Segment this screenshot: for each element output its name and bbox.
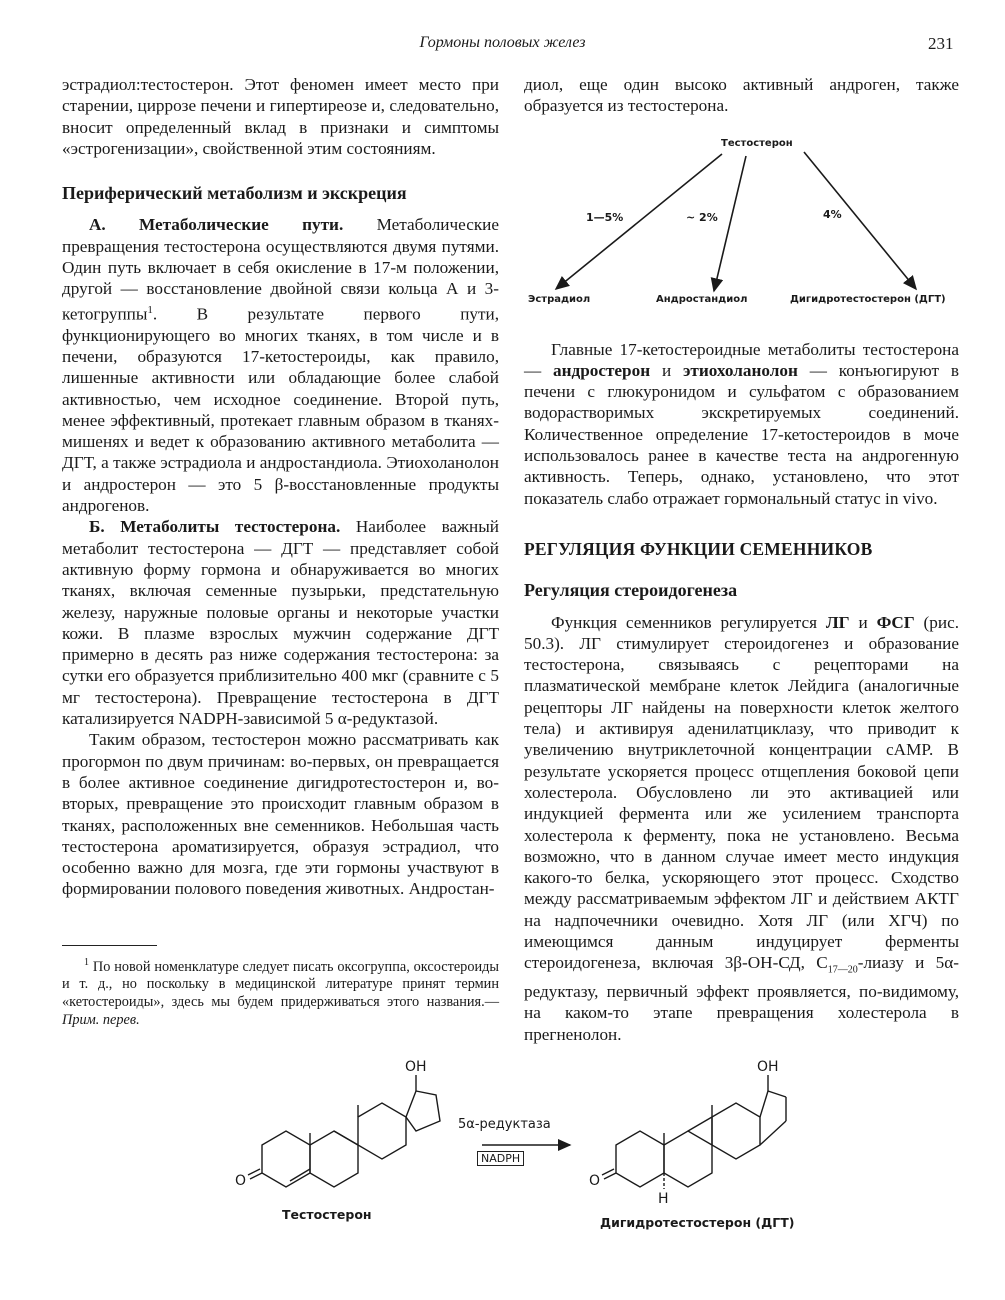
section-heading: Периферический метаболизм и экскреция [62, 183, 407, 204]
text: Метаболические превращения тестостерона осуществляются двумя путями. Один путь включает в себя окисление в 17-м положении, другой — восстановление двойной связи кольца А и 3-кетогруппы [62, 215, 500, 324]
testosterone-structure [248, 1075, 440, 1187]
text: — конъюгируют в печени с глюкуронидом и сульфатом с образованием водорастворимых экскретируемых соединений. Количественное определение 17-кетостероидов в моче использовалось ранее в качестве теста на андрогенную активность. Теперь, однако, установлено, что этот показатель слабо отражает гормональный статус in vivo. [524, 360, 959, 508]
percent-estradiol: 1—5% [586, 211, 624, 224]
oh-label-testosterone: OH [405, 1059, 427, 1075]
paragraph: диол, еще один высоко активный андроген, также образуется из тестостерона. [524, 75, 959, 116]
target-dht: Дигидротестостерон (ДГТ) [790, 294, 946, 305]
text: (рис. 50.3). ЛГ стимулирует стероидогенез и образование тестостерона, связываясь с рецепторами на плазматической мембране клеток Лейдига (аналогичные рецепторы ЛГ найдены на поверхности клеток желтого тела) и активируя аденилатциклазу, что приводит к увеличению внутриклеточной концентрации cAMP. В результате ускоряется процесс отщепления боковой цепи холестерола. Обусловлено ли это активацией или индукцией фермента или же усилением транспорта холестерола к ферменту, пока не установлено. Весьма возможно, что в данном случае имеет место индукция какого-то белка, ускоряющего этот процесс. Сходство между рассматриваемым эффектом ЛГ и действием АКТГ на надпочечники очевидно. Хотя ЛГ (или ХГЧ) по имеющимся данным индуцирует ферменты стероидогенеза, включая 3β-ОН-СД, С [524, 612, 959, 973]
paragraph: эстрадиол:тестостерон. Этот феномен имеет место при старении, циррозе печени и гипертиреозе и, следовательно, вносит определенный вклад в признаки и симптомы «эстрогенизации», свойственной этим состояниям. [62, 75, 499, 158]
paragraph-a [62, 214, 499, 516]
subsection-heading: Регуляция стероидогенеза [524, 580, 738, 601]
run-in-heading: А. Метаболические пути. [89, 215, 344, 235]
subscript: 17—20 [827, 964, 858, 976]
text: и [650, 360, 683, 380]
percent-androstanediol: ~ 2% [686, 211, 718, 224]
reaction-scheme [230, 1055, 795, 1230]
metabolism-diagram [524, 134, 961, 324]
enzyme-label: 5α-редуктаза [458, 1117, 551, 1132]
bold-term: ФСГ [876, 612, 915, 632]
footnote-text: По новой номенклатуре следует писать оксогруппа, оксостероиды и т. д., но поскольку в медицинской литературе принят термин «кетостероиды», здесь мы будем придерживаться этого названия.— [62, 958, 499, 1010]
o-label-dht: O [589, 1173, 601, 1189]
text: Наиболее важный метаболит тестостерона — ДГТ — представляет собой активную форму гормона и обнаруживается во многих тканях, включая семенные пузырьки, предстательную железу, наружные половые органы и некоторые участки кожи. В плазме взрослых мужчин содержание ДГТ примерно в десять раз ниже содержания тестостерона: за сутки его образуется приблизительно 400 мкг (сравните с 5 мг тестостерона). Превращение тестостерона в ДГТ катализируется NADPH-зависимой 5 α-редуктазой. [62, 517, 499, 729]
footnote-rule [62, 945, 157, 946]
steroid-structures [230, 1055, 790, 1230]
text: -лиазу и 5α-редуктазу, первичный эффект проявляется, по-видимому, на каком-то этапе превращения холестерола в прегненолон. [524, 953, 959, 1044]
target-androstanediol: Андростандиол [656, 294, 748, 305]
diagram-source-label: Тестостерон [721, 138, 793, 149]
arrow-to-dht [804, 152, 916, 289]
text: Главные 17-кетостероидные метаболиты тестостерона — [524, 339, 959, 380]
h-label-dht: H [658, 1191, 669, 1207]
text: . В результате первого пути, функционирующего во многих тканях, в том числе и в печени, образуются 17-кетостероиды, как правило, лишенные активности или обладающие более слабой активностью, чем исходное соединение. Второй путь, менее эффективный, протекает главным образом в тканях-мишенях и ведет к образованию активного метаболита — ДГТ, а также эстрадиола и андростандиола. Этиохоланолон и андростерон — это 5 β-восстановленные продукты андрогенов. [62, 304, 499, 516]
paragraph [524, 612, 959, 1045]
paragraph-b [62, 516, 499, 729]
paragraph: Таким образом, тестостерон можно рассматривать как прогормон по двум причинам: во-первых, он превращается в более активное соединение дигидротестостерон и, во-вторых, превращение это происходит главным образом в тканях, расположенных вне семенников. Небольшая часть тестостерона ароматизируется, образуя эстрадиол, что особенно важно для мозга, где эти гормоны участвуют в формировании полового поведения животных. Андростан- [62, 730, 499, 899]
text: Функция семенников регулируется [551, 612, 826, 632]
percent-dht: 4% [823, 208, 842, 221]
cofactor-box: NADPH [477, 1151, 524, 1166]
footnote-mark: 1 [84, 957, 89, 968]
footnote-ref: 1 [147, 303, 153, 316]
bold-term: этиохоланолон [682, 360, 798, 380]
text: и [849, 612, 877, 632]
running-header-title: Гормоны половых желез [419, 34, 586, 51]
footnote [62, 954, 499, 1029]
paragraph [524, 339, 959, 509]
dht-structure [602, 1075, 786, 1189]
target-estradiol: Эстрадиол [528, 294, 591, 305]
arrow-to-androstanediol [714, 156, 746, 291]
bold-term: ЛГ [825, 612, 850, 632]
translator-note: Прим. перев. [62, 1011, 140, 1028]
bold-term: андростерон [553, 360, 651, 380]
substrate-label: Тестостерон [282, 1207, 372, 1222]
section-heading-caps: РЕГУЛЯЦИЯ ФУНКЦИИ СЕМЕННИКОВ [524, 538, 873, 559]
oh-label-dht: OH [757, 1059, 779, 1075]
run-in-heading: Б. Метаболиты тестостерона. [89, 517, 341, 537]
left-column [62, 74, 499, 900]
product-label: Дигидротестостерон (ДГТ) [600, 1215, 795, 1230]
page-number: 231 [928, 34, 954, 53]
o-label-testosterone: O [235, 1173, 247, 1189]
